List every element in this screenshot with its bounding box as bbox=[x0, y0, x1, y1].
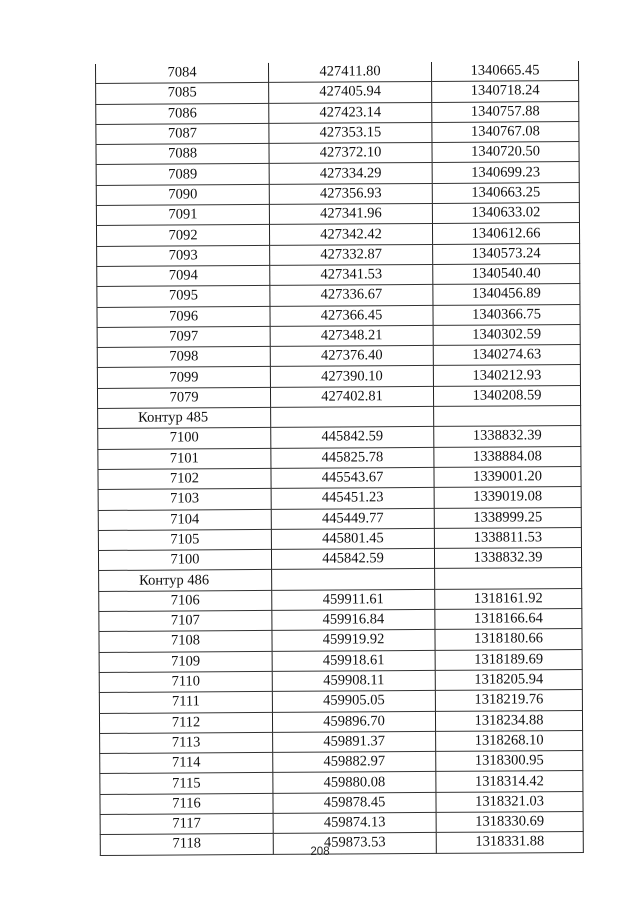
table-row bbox=[96, 223, 579, 246]
point-number-cell: 7088 bbox=[96, 144, 269, 165]
point-number-cell: 7115 bbox=[100, 773, 273, 794]
point-number-cell: 7112 bbox=[99, 712, 272, 733]
y-coordinate-cell: 1338884.08 bbox=[434, 446, 581, 467]
table-body bbox=[95, 61, 583, 855]
x-coordinate-cell: 459880.08 bbox=[273, 772, 436, 793]
x-coordinate-cell: 459878.45 bbox=[273, 792, 436, 813]
y-coordinate-cell: 1318330.69 bbox=[436, 812, 583, 833]
y-coordinate-cell: 1339019.08 bbox=[434, 487, 581, 508]
y-coordinate-cell: 1318180.66 bbox=[435, 629, 582, 650]
point-number-cell: 7079 bbox=[97, 387, 270, 408]
point-number-cell: 7102 bbox=[98, 468, 271, 489]
x-coordinate-cell: 427341.53 bbox=[270, 264, 433, 285]
table-row bbox=[96, 182, 579, 205]
x-coordinate-cell: 427356.93 bbox=[269, 183, 432, 204]
coordinates-table bbox=[95, 61, 584, 856]
y-coordinate-cell: 1338832.39 bbox=[434, 548, 581, 569]
point-number-cell: 7086 bbox=[96, 103, 269, 124]
table-row bbox=[99, 588, 582, 611]
table-row bbox=[97, 284, 580, 307]
page-number: 208 bbox=[310, 846, 330, 858]
y-coordinate-cell: 1318234.88 bbox=[435, 710, 582, 731]
point-number-cell: 7100 bbox=[98, 550, 271, 571]
point-number-cell: 7104 bbox=[98, 509, 271, 530]
x-coordinate-cell bbox=[272, 569, 435, 590]
table-row bbox=[100, 812, 583, 835]
table-row bbox=[98, 548, 581, 571]
table-row bbox=[100, 730, 583, 753]
table-row bbox=[97, 243, 580, 266]
point-number-cell: 7090 bbox=[96, 184, 269, 205]
table-row bbox=[97, 365, 580, 388]
point-number-cell: 7097 bbox=[97, 326, 270, 347]
x-coordinate-cell: 459874.13 bbox=[273, 812, 436, 833]
x-coordinate-cell: 445842.59 bbox=[271, 427, 434, 448]
point-number-cell: 7092 bbox=[96, 225, 269, 246]
point-number-cell: 7095 bbox=[97, 286, 270, 307]
y-coordinate-cell: 1318331.88 bbox=[436, 832, 583, 853]
table-row bbox=[95, 61, 578, 84]
x-coordinate-cell: 427348.21 bbox=[270, 325, 433, 346]
y-coordinate-cell: 1340212.93 bbox=[433, 365, 580, 386]
y-coordinate-cell: 1340612.66 bbox=[432, 223, 579, 244]
table-row bbox=[100, 791, 583, 814]
y-coordinate-cell: 1340665.45 bbox=[431, 61, 578, 82]
x-coordinate-cell: 427341.96 bbox=[269, 204, 432, 225]
contour-label: Контур 486 bbox=[99, 570, 272, 591]
point-number-cell: 7093 bbox=[97, 245, 270, 266]
x-coordinate-cell: 459908.11 bbox=[272, 670, 435, 691]
table-row bbox=[96, 203, 579, 226]
point-number-cell: 7110 bbox=[99, 671, 272, 692]
table-row bbox=[98, 466, 581, 489]
point-number-cell: 7103 bbox=[98, 489, 271, 510]
x-coordinate-cell: 445449.77 bbox=[271, 508, 434, 529]
table-row bbox=[97, 385, 580, 408]
x-coordinate-cell: 459919.92 bbox=[272, 630, 435, 651]
contour-label: Контур 485 bbox=[98, 407, 271, 428]
x-coordinate-cell: 459916.84 bbox=[272, 609, 435, 630]
point-number-cell: 7101 bbox=[98, 448, 271, 469]
point-number-cell: 7107 bbox=[99, 610, 272, 631]
x-coordinate-cell: 427334.29 bbox=[269, 163, 432, 184]
point-number-cell: 7099 bbox=[97, 367, 270, 388]
x-coordinate-cell: 427353.15 bbox=[269, 122, 432, 143]
coordinates-table-container bbox=[95, 61, 580, 855]
table-row bbox=[97, 304, 580, 327]
y-coordinate-cell: 1340274.63 bbox=[433, 345, 580, 366]
y-coordinate-cell: 1318205.94 bbox=[435, 669, 582, 690]
x-coordinate-cell: 459891.37 bbox=[273, 731, 436, 752]
point-number-cell: 7117 bbox=[100, 813, 273, 834]
table-row bbox=[100, 751, 583, 774]
x-coordinate-cell: 459896.70 bbox=[272, 711, 435, 732]
x-coordinate-cell: 459873.53 bbox=[273, 833, 436, 854]
point-number-cell: 7118 bbox=[100, 834, 273, 855]
table-row bbox=[97, 324, 580, 347]
x-coordinate-cell: 427376.40 bbox=[270, 346, 433, 367]
y-coordinate-cell: 1340633.02 bbox=[432, 203, 579, 224]
y-coordinate-cell: 1318189.69 bbox=[435, 649, 582, 670]
y-coordinate-cell: 1318268.10 bbox=[436, 730, 583, 751]
point-number-cell: 7113 bbox=[100, 732, 273, 753]
y-coordinate-cell: 1318300.95 bbox=[436, 751, 583, 772]
point-number-cell: 7089 bbox=[96, 164, 269, 185]
table-row bbox=[98, 527, 581, 550]
x-coordinate-cell: 427332.87 bbox=[270, 244, 433, 265]
point-number-cell: 7114 bbox=[100, 753, 273, 774]
point-number-cell: 7085 bbox=[96, 83, 269, 104]
point-number-cell: 7109 bbox=[99, 651, 272, 672]
y-coordinate-cell: 1340718.24 bbox=[432, 81, 579, 102]
table-row bbox=[99, 690, 582, 713]
y-coordinate-cell: 1339001.20 bbox=[434, 466, 581, 487]
table-row bbox=[96, 142, 579, 165]
y-coordinate-cell: 1340208.59 bbox=[433, 385, 580, 406]
x-coordinate-cell: 427366.45 bbox=[270, 305, 433, 326]
y-coordinate-cell: 1318166.64 bbox=[435, 609, 582, 630]
point-number-cell: 7106 bbox=[99, 590, 272, 611]
y-coordinate-cell bbox=[434, 406, 581, 427]
table-row bbox=[99, 669, 582, 692]
x-coordinate-cell: 459905.05 bbox=[272, 691, 435, 712]
x-coordinate-cell bbox=[271, 406, 434, 427]
y-coordinate-cell bbox=[435, 568, 582, 589]
point-number-cell: 7105 bbox=[98, 529, 271, 550]
table-row bbox=[100, 771, 583, 794]
y-coordinate-cell: 1318321.03 bbox=[436, 791, 583, 812]
point-number-cell: 7094 bbox=[97, 265, 270, 286]
point-number-cell: 7100 bbox=[98, 428, 271, 449]
x-coordinate-cell: 427402.81 bbox=[270, 386, 433, 407]
y-coordinate-cell: 1340366.75 bbox=[433, 304, 580, 325]
y-coordinate-cell: 1338832.39 bbox=[434, 426, 581, 447]
x-coordinate-cell: 427372.10 bbox=[269, 143, 432, 164]
x-coordinate-cell: 427411.80 bbox=[268, 62, 431, 83]
table-row bbox=[99, 609, 582, 632]
y-coordinate-cell: 1340456.89 bbox=[433, 284, 580, 305]
x-coordinate-cell: 427390.10 bbox=[270, 366, 433, 387]
y-coordinate-cell: 1340757.88 bbox=[432, 101, 579, 122]
point-number-cell: 7084 bbox=[95, 63, 268, 84]
point-number-cell: 7116 bbox=[100, 793, 273, 814]
point-number-cell: 7108 bbox=[99, 631, 272, 652]
point-number-cell: 7087 bbox=[96, 123, 269, 144]
point-number-cell: 7098 bbox=[97, 347, 270, 368]
y-coordinate-cell: 1340663.25 bbox=[432, 182, 579, 203]
x-coordinate-cell: 445825.78 bbox=[271, 447, 434, 468]
table-row bbox=[97, 264, 580, 287]
table-row bbox=[99, 710, 582, 733]
x-coordinate-cell: 427342.42 bbox=[269, 224, 432, 245]
table-row bbox=[98, 446, 581, 469]
y-coordinate-cell: 1340540.40 bbox=[433, 264, 580, 285]
table-row bbox=[99, 629, 582, 652]
point-number-cell: 7111 bbox=[99, 692, 272, 713]
y-coordinate-cell: 1338811.53 bbox=[434, 527, 581, 548]
x-coordinate-cell: 445543.67 bbox=[271, 467, 434, 488]
point-number-cell: 7091 bbox=[96, 205, 269, 226]
x-coordinate-cell: 427405.94 bbox=[269, 82, 432, 103]
y-coordinate-cell: 1338999.25 bbox=[434, 507, 581, 528]
table-row bbox=[99, 649, 582, 672]
x-coordinate-cell: 445842.59 bbox=[271, 549, 434, 570]
table-row bbox=[96, 81, 579, 104]
table-row bbox=[96, 121, 579, 144]
y-coordinate-cell: 1318161.92 bbox=[435, 588, 582, 609]
x-coordinate-cell: 445801.45 bbox=[271, 528, 434, 549]
table-row bbox=[96, 101, 579, 124]
y-coordinate-cell: 1340767.08 bbox=[432, 121, 579, 142]
y-coordinate-cell: 1340699.23 bbox=[432, 162, 579, 183]
table-row bbox=[98, 507, 581, 530]
table-row bbox=[98, 487, 581, 510]
table-row bbox=[98, 426, 581, 449]
point-number-cell: 7096 bbox=[97, 306, 270, 327]
x-coordinate-cell: 427423.14 bbox=[269, 102, 432, 123]
x-coordinate-cell: 459918.61 bbox=[272, 650, 435, 671]
x-coordinate-cell: 427336.67 bbox=[270, 285, 433, 306]
y-coordinate-cell: 1318219.76 bbox=[435, 690, 582, 711]
table-row bbox=[97, 345, 580, 368]
y-coordinate-cell: 1340302.59 bbox=[433, 324, 580, 345]
y-coordinate-cell: 1318314.42 bbox=[436, 771, 583, 792]
x-coordinate-cell: 459911.61 bbox=[272, 589, 435, 610]
x-coordinate-cell: 445451.23 bbox=[271, 488, 434, 509]
y-coordinate-cell: 1340720.50 bbox=[432, 142, 579, 163]
y-coordinate-cell: 1340573.24 bbox=[433, 243, 580, 264]
table-row bbox=[96, 162, 579, 185]
x-coordinate-cell: 459882.97 bbox=[273, 752, 436, 773]
